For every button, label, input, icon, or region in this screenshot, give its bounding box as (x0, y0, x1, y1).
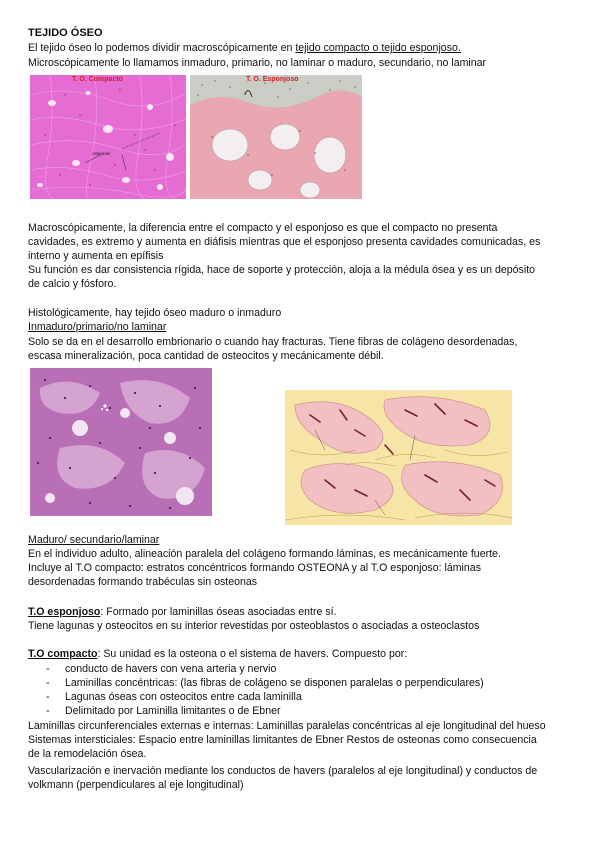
bullet-marker: - (46, 705, 50, 717)
compacto-after-line-4: Vascularización e inervación mediante los conductos de havers (paralelos al eje longitudinal) y conductos de (28, 765, 538, 777)
compact-bone-micrograph (30, 75, 186, 199)
intro-line-1 (28, 41, 461, 55)
bullet-marker: - (46, 663, 50, 675)
macro-line-2: cavidades, es extremo y aumenta en diáfisis mientras que el esponjoso presenta cavidades comunicadas, es (28, 236, 541, 248)
maduro-line-1: En el individuo adulto, alineación paralela del colágeno formando láminas, es mecánicamente fuerte. (28, 548, 501, 560)
spongy-bone-micrograph (190, 75, 362, 199)
maduro-line-3: desordenadas formando trabéculas sin osteonas (28, 576, 258, 588)
macro-line-1: Macroscópicamente, la diferencia entre el compacto y el esponjoso es que el compacto no presenta (28, 222, 498, 234)
osteonas-annotation: osteonas (92, 151, 111, 156)
histo-line: Histológicamente, hay tejido óseo maduro o inmaduro (28, 307, 282, 319)
inmaduro-heading: Inmaduro/primario/no laminar (28, 321, 167, 333)
macro-line-3: interno y aumenta en epífisis (28, 250, 164, 262)
compact-caption: T. O. Compacto (72, 76, 123, 83)
inmaduro-line-2: escasa mineralización, poca cantidad de osteocitos y mecánicamente débil. (28, 350, 384, 362)
compacto-after-line-2: Sistemas intersticiales: Espacio entre laminillas limitantes de Ebner Restos de osteonas como consecuencia (28, 734, 537, 746)
intro-text: El tejido óseo lo podemos dividir macroscópicamente en (28, 42, 296, 54)
esponjoso-label: T.O esponjoso (28, 606, 101, 618)
esponjoso-line-1 (28, 605, 337, 619)
inmaduro-line-1: Solo se da en el desarrollo embrionario o cuando hay fracturas. Tiene fibras de colágeno desordenadas, (28, 336, 518, 348)
macro-line-4: Su función es dar consistencia rígida, hace de soporte y protección, aloja a la médula ósea y es un depósito (28, 264, 536, 276)
esponjoso-rest: : Formado por laminillas óseas asociadas entre sí. (100, 606, 337, 618)
compacto-label: T.O compacto (28, 648, 98, 660)
bullet-marker: - (46, 691, 50, 703)
immature-bone-micrograph (30, 368, 212, 516)
intro-underlined-text: tejido compacto o tejido esponjoso. (295, 42, 461, 54)
compacto-line-1 (28, 647, 407, 661)
immature-bone-diagram (285, 390, 512, 525)
esponjoso-line-2: Tiene lagunas y osteocitos en su interior revestidas por osteoblastos o asociadas a osteoclastos (28, 620, 480, 632)
bullet-marker: - (46, 677, 50, 689)
maduro-heading: Maduro/ secundario/laminar (28, 534, 160, 546)
spongy-caption: T. O. Esponjoso (246, 76, 299, 83)
compacto-after-line-1: Laminillas circunferenciales externas e internas: Laminillas paralelas concéntricas al eje longitudinal del hueso (28, 720, 546, 732)
compacto-after-line-3: de la remodelación ósea. (28, 748, 147, 760)
compacto-rest: : Su unidad es la osteona o el sistema de havers. Compuesto por: (97, 648, 408, 660)
macro-line-5: de calcio y fósforo. (28, 278, 117, 290)
compacto-after-line-5: volkmann (perpendiculares al eje longitudinal) (28, 779, 244, 791)
document-page: TEJIDO ÓSEO El tejido óseo lo podemos dividir macroscópicamente en tejido compacto o tejido esponjoso. Microscópicamente lo llamamos inmaduro, primario, no laminar o maduro, secundario, no laminar T. O. Compacto osteonas T. O. Esponjoso Macroscópicamente, la diferencia entre el compacto y el esponjoso es que el compacto no presenta cavidades, es extremo y aumenta en diáfisis mientras que el esponjoso presenta cavidades comunicadas, es interno y aumenta en epífisis Su función es dar consistencia rígida, hace de soporte y protección, aloja a la médula ósea y es un depósito de calcio y fósforo. Histológicamente, hay tejido óseo maduro o inmaduro Inmaduro/primario/no laminar Solo se da en el desarrollo embrionario o cuando hay fracturas. Tiene fibras de colágeno desordenadas, escasa mineralización, poca cantidad de osteocitos y mecánicamente débil. Maduro/ secundario/laminar En el individuo adulto, alineación paralela del colágeno formando láminas, es mecánicamente fuerte. Incluye al T.O compacto: estratos concéntricos formando OSTEONA y al T.O esponjoso: láminas desordenadas formando trabéculas sin osteonas T.O esponjoso: Formado por laminillas óseas asociadas entre sí. Tiene lagunas y osteocitos en su interior revestidas por osteoblastos o asociadas a osteoclastos T.O compacto: Su unidad es la osteona o el sistema de havers. Compuesto por: - conducto de havers con vena arteria y nervio - Laminillas concéntricas: (las fibras de colágeno se disponen paralelas o perpendiculares) - Lagunas óseas con osteocitos entre cada laminilla - Delimitado por Laminilla limitantes o de Ebner Laminillas circunferenciales externas e internas: Laminillas paralelas concéntricas al eje longitudinal del hueso Sistemas intersticiales: Espacio entre laminillas limitantes de Ebner Restos de osteonas como consecuencia de la remodelación ósea. Vascularización e inervación mediante los conductos de havers (paralelos al eje longitudinal) y conductos de volkmann (perpendiculares al eje longitudinal) (28, 27, 546, 791)
intro-line-2: Microscópicamente lo llamamos inmaduro, primario, no laminar o maduro, secundario, no laminar (28, 57, 487, 69)
page-title: TEJIDO ÓSEO (28, 27, 103, 39)
maduro-line-2: Incluye al T.O compacto: estratos concéntricos formando OSTEONA y al T.O esponjoso: láminas (28, 562, 481, 574)
